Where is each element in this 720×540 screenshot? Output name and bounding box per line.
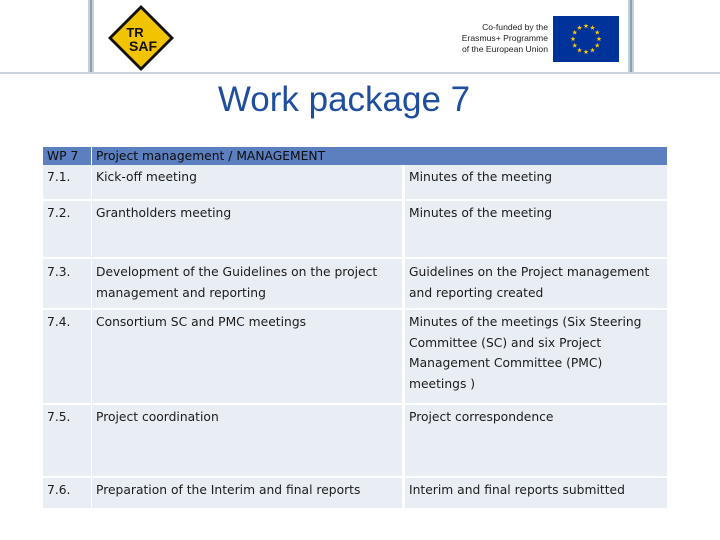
page-title: Work package 7 <box>217 80 471 119</box>
eu-text-line: Erasmus+ Programme <box>461 33 548 43</box>
header-divider-left <box>88 0 94 72</box>
row-activity: Project coordination <box>91 405 402 478</box>
header-activity: Project management / MANAGEMENT <box>91 147 667 165</box>
eu-flag-icon <box>553 16 619 62</box>
table-row <box>43 165 667 201</box>
row-output: Project correspondence <box>402 405 667 478</box>
header-divider-right <box>628 0 634 72</box>
row-output: Minutes of the meeting <box>402 201 667 259</box>
row-activity: Development of the Guidelines on the project management and reporting <box>91 259 402 310</box>
eu-text-line: of the European Union <box>461 44 548 54</box>
eu-cofunded-text <box>440 22 548 55</box>
table-header-row <box>43 147 667 165</box>
row-output: Guidelines on the Project management and reporting created <box>402 259 667 310</box>
row-code: 7.6. <box>43 478 91 510</box>
row-activity: Kick-off meeting <box>91 165 402 201</box>
row-code: 7.4. <box>43 310 91 405</box>
row-code: 7.3. <box>43 259 91 310</box>
table-row <box>43 259 667 310</box>
row-activity: Preparation of the Interim and final reports <box>91 478 402 510</box>
table-row <box>43 478 667 510</box>
work-package-table <box>43 147 667 510</box>
row-code: 7.1. <box>43 165 91 201</box>
row-activity: Grantholders meeting <box>91 201 402 259</box>
row-code: 7.2. <box>43 201 91 259</box>
row-code: 7.5. <box>43 405 91 478</box>
logo-text-bottom: SAF <box>129 38 157 54</box>
eu-text-line: Co-funded by the <box>482 22 548 32</box>
eu-flag-field <box>553 16 619 62</box>
row-output: Minutes of the meeting <box>402 165 667 201</box>
table-row <box>43 310 667 405</box>
table-row <box>43 201 667 259</box>
header-code: WP 7 <box>43 147 91 165</box>
logo-text-top: TR <box>126 25 144 40</box>
table-row <box>43 405 667 478</box>
row-output: Minutes of the meetings (Six Steering Committee (SC) and six Project Management Committee (PMC) meetings ) <box>402 310 667 405</box>
slide-header <box>0 0 720 74</box>
row-output: Interim and final reports submitted <box>402 478 667 510</box>
trasaf-logo <box>106 3 176 73</box>
row-activity: Consortium SC and PMC meetings <box>91 310 402 405</box>
